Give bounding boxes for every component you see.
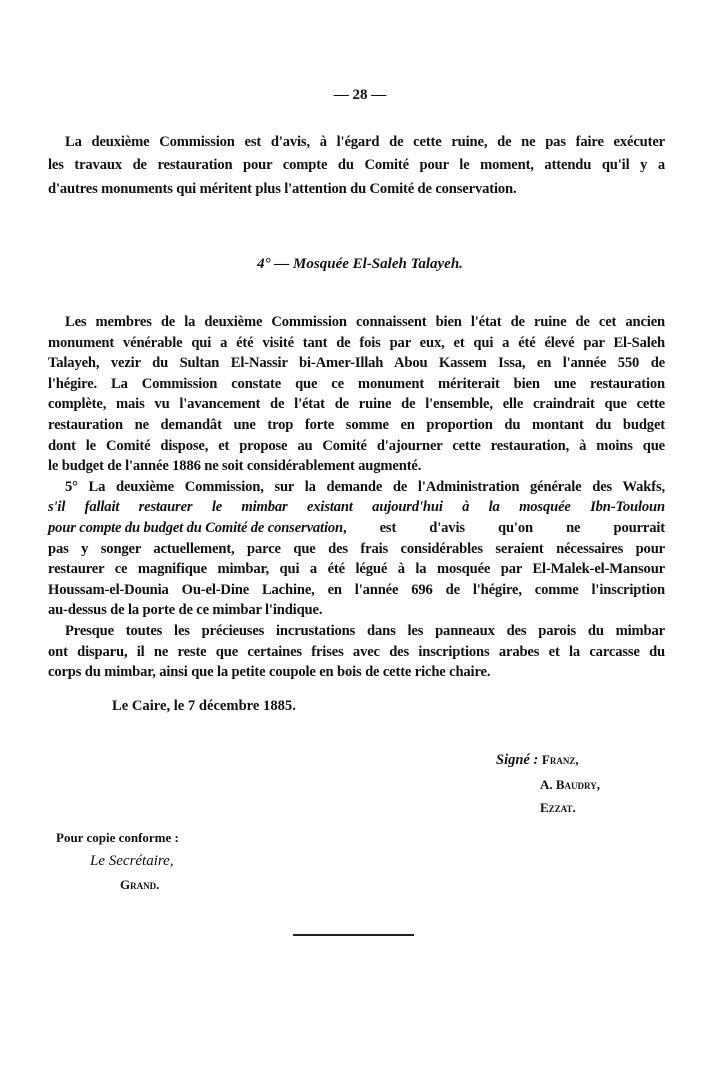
- text-line: complète, mais vu l'avancement de l'état de ruine de l'ensemble, elle craindrait que cette: [48, 396, 665, 413]
- signed-label: Signé :: [496, 752, 539, 768]
- section-heading: 4° — Mosquée El-Saleh Talayeh.: [257, 256, 463, 272]
- text-line: Houssam-el-Dounia Ou-el-Dine Lachine, en l'année 696 de l'hégire, comme l'inscription: [48, 581, 665, 598]
- copy-certification: [56, 826, 179, 897]
- text-line: [48, 518, 665, 539]
- text-line: d'autres monuments qui méritent plus l'attention du Comité de conservation.: [48, 180, 517, 197]
- signatures: [496, 748, 600, 820]
- text-line-italic: s'il fallait restaurer le mimbar existant aujourd'hui à la mosquée Ibn-Touloun: [48, 499, 665, 516]
- text-line: restaurer ce magnifique mimbar, qui a été légué à la mosquée par El-Malek-el-Mansour: [48, 561, 665, 578]
- text-line: Talayeh, vezir du Sultan El-Nassir bi-Amer-Illah Abou Kassem Issa, en l'année 550 de: [48, 355, 665, 372]
- copy-label: Pour copie conforme :: [56, 830, 179, 845]
- text-line: le budget de l'année 1886 ne soit considérablement augmenté.: [48, 458, 422, 475]
- text-line: au-dessus de la porte de ce mimbar l'indique.: [48, 602, 323, 619]
- text-line: restauration ne demandât une trop forte somme en proportion du montant du budget: [48, 416, 665, 433]
- signatory-name: Franz,: [541, 752, 579, 767]
- signatory-name: Ezzat.: [540, 800, 576, 815]
- end-rule: [293, 934, 414, 936]
- page-number: — 28 —: [333, 87, 387, 103]
- text-line: Presque toutes les précieuses incrustations dans les panneaux des parois du mimbar: [65, 622, 665, 639]
- italic-phrase: pour compte du budget du Comité de conservation: [48, 519, 343, 536]
- text-line: 5° La deuxième Commission, sur la demande de l'Administration générale des Wakfs,: [65, 478, 665, 495]
- text-line: ont disparu, il ne reste que certaines frises avec des inscriptions arabes et la carcasse du: [48, 643, 665, 660]
- text-line: monument vénérable qui a été visité tant de fois par eux, et qui a été élevé par El-Saleh: [48, 334, 665, 351]
- text-line: dont le Comité dispose, et propose au Comité d'ajourner cette restauration, à moins que: [48, 437, 665, 454]
- text-line: pas y songer actuellement, parce que des frais considérables seraient nécessaires pour: [48, 540, 665, 557]
- paragraph-1: [48, 131, 665, 201]
- signatory-name: A. Baudry,: [540, 776, 600, 792]
- secretary-role: Le Secrétaire,: [90, 852, 174, 869]
- place-date: Le Caire, le 7 décembre 1885.: [112, 698, 296, 714]
- text-line: les travaux de restauration pour compte du Comité pour le moment, attendu qu'il y a: [48, 157, 665, 174]
- secretary-name: Grand.: [120, 877, 160, 892]
- text-fragment: , est d'avis qu'on ne pourrait: [342, 519, 665, 536]
- text-line: l'hégire. La Commission constate que ce monument mériterait bien une restauration: [48, 375, 665, 392]
- text-line: La deuxième Commission est d'avis, à l'égard de cette ruine, de ne pas faire exécuter: [65, 134, 665, 150]
- text-line: corps du mimbar, ainsi que la petite coupole en bois de cette riche chaire.: [48, 664, 491, 681]
- text-line: Les membres de la deuxième Commission connaissent bien l'état de ruine de cet ancien: [65, 314, 665, 330]
- paragraph-2: [48, 312, 665, 683]
